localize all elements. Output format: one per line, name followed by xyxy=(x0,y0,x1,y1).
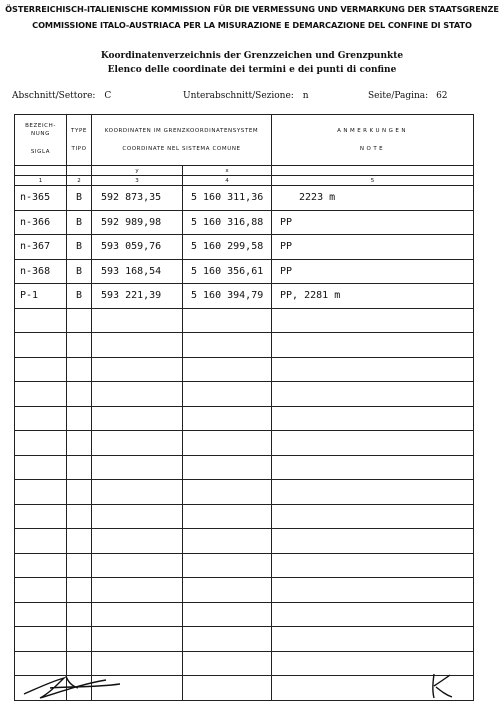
point-type: B xyxy=(67,284,92,309)
subheader-blank-1 xyxy=(15,166,67,176)
point-type: B xyxy=(67,186,92,211)
empty-row xyxy=(15,602,474,627)
section-value: C xyxy=(104,91,112,101)
subsection-label: Unterabschnitt/Sezione: xyxy=(183,91,294,101)
header-line-it: COMMISSIONE ITALO-AUSTRIACA PER LA MISURAZIONE E DEMARCAZIONE DEL CONFINE DI STATO xyxy=(32,20,472,30)
empty-row xyxy=(15,333,474,358)
note: 2223 m xyxy=(272,186,474,211)
column-number-4: 4 xyxy=(183,176,272,186)
subheader-blank-5 xyxy=(272,166,474,176)
note: PP xyxy=(272,259,474,284)
empty-row xyxy=(15,455,474,480)
point-type: B xyxy=(67,235,92,260)
empty-row xyxy=(15,357,474,382)
header-line-de: ÖSTERREICHISCH-ITALIENISCHE KOMMISSION FÜR DIE VERMESSUNG UND VERMARKUNG DER STAATSGRENZE xyxy=(5,4,499,14)
page-field xyxy=(368,91,448,101)
note: PP xyxy=(272,210,474,235)
signature-right xyxy=(428,670,458,702)
empty-row xyxy=(15,406,474,431)
subheader-y: y xyxy=(92,166,183,176)
page-value: 62 xyxy=(436,91,448,101)
coordinate-table xyxy=(14,114,474,701)
point-type: B xyxy=(67,259,92,284)
subsection-field xyxy=(183,91,309,101)
point-id: P-1 xyxy=(15,284,67,309)
subheader-blank-2 xyxy=(67,166,92,176)
point-id: n-365 xyxy=(15,186,67,211)
coord-x: 5 160 299,58 xyxy=(183,235,272,260)
subheader-x: x xyxy=(183,166,272,176)
table-row xyxy=(15,186,474,211)
header-notes-de: ANMERKUNGEN xyxy=(337,128,408,134)
header-id-it: SIGLA xyxy=(30,149,51,155)
empty-row xyxy=(15,308,474,333)
table-row xyxy=(15,284,474,309)
header-coord-de: KOORDINATEN IM GRENZKOORDINATENSYSTEM xyxy=(104,128,259,134)
column-number-5: 5 xyxy=(272,176,474,186)
page-label: Seite/Pagina: xyxy=(368,91,429,101)
empty-row xyxy=(15,627,474,652)
column-number-1: 1 xyxy=(15,176,67,186)
header-coord-it: COORDINATE NEL SISTEMA COMUNE xyxy=(122,146,241,152)
column-number-3: 3 xyxy=(92,176,183,186)
section-label: Abschnitt/Settore: xyxy=(12,91,96,101)
coord-y: 592 989,98 xyxy=(92,210,183,235)
table-row xyxy=(15,235,474,260)
empty-row xyxy=(15,480,474,505)
empty-row xyxy=(15,504,474,529)
point-id: n-366 xyxy=(15,210,67,235)
header-notes-cell xyxy=(272,115,474,166)
table-row xyxy=(15,259,474,284)
empty-row xyxy=(15,553,474,578)
empty-row xyxy=(15,431,474,456)
coord-x: 5 160 316,88 xyxy=(183,210,272,235)
empty-row xyxy=(15,578,474,603)
header-type-cell xyxy=(67,115,92,166)
title-it: Elenco delle coordinate dei termini e dei punti di confine xyxy=(107,65,397,75)
note: PP xyxy=(272,235,474,260)
coord-x: 5 160 394,79 xyxy=(183,284,272,309)
coord-y: 593 059,76 xyxy=(92,235,183,260)
header-type-it: TIPO xyxy=(71,146,87,152)
coord-y: 593 221,39 xyxy=(92,284,183,309)
table-row xyxy=(15,210,474,235)
section-field xyxy=(12,91,111,101)
point-id: n-368 xyxy=(15,259,67,284)
header-id-cell xyxy=(15,115,67,166)
empty-row xyxy=(15,382,474,407)
title-de: Koordinatenverzeichnis der Grenzzeichen und Grenzpunkte xyxy=(100,51,404,61)
coord-y: 593 168,54 xyxy=(92,259,183,284)
coord-x: 5 160 356,61 xyxy=(183,259,272,284)
column-number-2: 2 xyxy=(67,176,92,186)
point-type: B xyxy=(67,210,92,235)
header-type-de: TYPE xyxy=(71,128,87,134)
note: PP, 2281 m xyxy=(272,284,474,309)
header-coord-cell xyxy=(92,115,272,166)
empty-row xyxy=(15,529,474,554)
header-id-de: BEZEICH-NUNG xyxy=(25,123,56,137)
coord-x: 5 160 311,36 xyxy=(183,186,272,211)
header-notes-it: NOTE xyxy=(359,146,386,152)
subsection-value: n xyxy=(302,91,309,101)
coord-y: 592 873,35 xyxy=(92,186,183,211)
signature-left xyxy=(20,664,130,704)
point-id: n-367 xyxy=(15,235,67,260)
